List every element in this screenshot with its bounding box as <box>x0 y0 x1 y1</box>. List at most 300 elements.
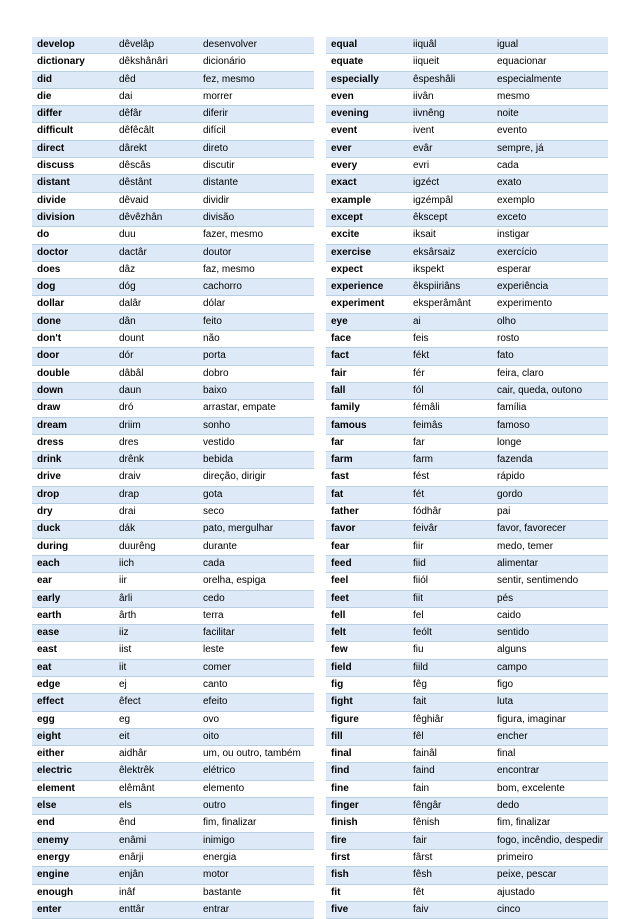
pronunciation: dák <box>114 521 198 538</box>
english-word: die <box>32 88 114 105</box>
translation: não <box>198 331 314 348</box>
english-word: differ <box>32 106 114 123</box>
table-row <box>32 659 314 676</box>
translation: canto <box>198 676 314 693</box>
table-row <box>32 642 314 659</box>
translation: cada <box>198 555 314 572</box>
pronunciation: farm <box>408 452 492 469</box>
translation: encontrar <box>492 763 608 780</box>
pronunciation: dactâr <box>114 244 198 261</box>
english-word: excite <box>326 227 408 244</box>
pronunciation: feis <box>408 331 492 348</box>
translation: exceto <box>492 209 608 226</box>
pronunciation: iivân <box>408 88 492 105</box>
table-row <box>326 71 608 88</box>
table-row <box>32 417 314 434</box>
english-word: dictionary <box>32 54 114 71</box>
pronunciation: fér <box>408 365 492 382</box>
translation: dicionário <box>198 54 314 71</box>
pronunciation: dró <box>114 400 198 417</box>
table-row <box>32 832 314 849</box>
english-word: few <box>326 642 408 659</box>
english-word: direct <box>32 140 114 157</box>
table-row <box>326 884 608 901</box>
pronunciation: iit <box>114 659 198 676</box>
translation: favor, favorecer <box>492 521 608 538</box>
pronunciation: fait <box>408 694 492 711</box>
english-word: face <box>326 331 408 348</box>
table-row <box>32 901 314 918</box>
table-row <box>32 573 314 590</box>
translation: pés <box>492 590 608 607</box>
english-word: electric <box>32 763 114 780</box>
table-row <box>326 88 608 105</box>
english-word: discuss <box>32 158 114 175</box>
english-word: fact <box>326 348 408 365</box>
pronunciation: driim <box>114 417 198 434</box>
pronunciation: fiit <box>408 590 492 607</box>
pronunciation: feimâs <box>408 417 492 434</box>
table-row <box>32 625 314 642</box>
translation: olho <box>492 313 608 330</box>
table-row <box>32 555 314 572</box>
pronunciation: feivâr <box>408 521 492 538</box>
pronunciation: êspeshâli <box>408 71 492 88</box>
english-word: egg <box>32 711 114 728</box>
translation: cachorro <box>198 279 314 296</box>
pronunciation: fiid <box>408 555 492 572</box>
english-word: ease <box>32 625 114 642</box>
table-row <box>326 798 608 815</box>
pronunciation: ivent <box>408 123 492 140</box>
table-row <box>32 382 314 399</box>
english-word: fish <box>326 867 408 884</box>
table-row <box>326 227 608 244</box>
table-row <box>326 123 608 140</box>
translation: medo, temer <box>492 538 608 555</box>
translation: fazer, mesmo <box>198 227 314 244</box>
table-row <box>326 313 608 330</box>
table-row <box>326 106 608 123</box>
table-row <box>326 555 608 572</box>
pronunciation: igzéct <box>408 175 492 192</box>
table-row <box>326 642 608 659</box>
pronunciation: êkspiiriâns <box>408 279 492 296</box>
english-word: element <box>32 780 114 797</box>
pronunciation: draiv <box>114 469 198 486</box>
table-row <box>32 54 314 71</box>
table-row <box>32 434 314 451</box>
pronunciation: êlektrêk <box>114 763 198 780</box>
translation: exato <box>492 175 608 192</box>
pronunciation: fêghiâr <box>408 711 492 728</box>
pronunciation: fiu <box>408 642 492 659</box>
pronunciation: fainâl <box>408 746 492 763</box>
pronunciation: iiquâl <box>408 37 492 54</box>
english-word: fear <box>326 538 408 555</box>
table-row <box>32 780 314 797</box>
table-row <box>326 279 608 296</box>
english-word: experiment <box>326 296 408 313</box>
english-word: dry <box>32 504 114 521</box>
table-row <box>326 607 608 624</box>
table-row <box>326 244 608 261</box>
table-row <box>32 884 314 901</box>
pronunciation: enttâr <box>114 901 198 918</box>
english-word: feet <box>326 590 408 607</box>
pronunciation: evâr <box>408 140 492 157</box>
table-row <box>32 798 314 815</box>
pronunciation: dêscâs <box>114 158 198 175</box>
translation: gordo <box>492 486 608 503</box>
pronunciation: enâmi <box>114 832 198 849</box>
table-row <box>32 607 314 624</box>
pronunciation: fain <box>408 780 492 797</box>
translation: comer <box>198 659 314 676</box>
english-word: fast <box>326 469 408 486</box>
translation: dólar <box>198 296 314 313</box>
english-word: eight <box>32 728 114 745</box>
english-word: done <box>32 313 114 330</box>
pronunciation: iich <box>114 555 198 572</box>
pronunciation: evri <box>408 158 492 175</box>
pronunciation: fair <box>408 832 492 849</box>
translation: família <box>492 400 608 417</box>
pronunciation: dór <box>114 348 198 365</box>
english-word: drop <box>32 486 114 503</box>
translation: dobro <box>198 365 314 382</box>
pronunciation: inâf <box>114 884 198 901</box>
pronunciation: iiz <box>114 625 198 642</box>
translation: elétrico <box>198 763 314 780</box>
english-word: expect <box>326 261 408 278</box>
pronunciation: aidhâr <box>114 746 198 763</box>
translation: rápido <box>492 469 608 486</box>
pronunciation: fékt <box>408 348 492 365</box>
translation: pai <box>492 504 608 521</box>
english-word: even <box>326 88 408 105</box>
table-row <box>32 106 314 123</box>
translation: divisão <box>198 209 314 226</box>
translation: cedo <box>198 590 314 607</box>
table-row <box>32 504 314 521</box>
translation: exercício <box>492 244 608 261</box>
table-row <box>326 625 608 642</box>
translation: campo <box>492 659 608 676</box>
table-row <box>32 538 314 555</box>
pronunciation: dêvelâp <box>114 37 198 54</box>
translation: entrar <box>198 901 314 918</box>
english-word: father <box>326 504 408 521</box>
pronunciation: dêfâr <box>114 106 198 123</box>
pronunciation: ikspekt <box>408 261 492 278</box>
table-row <box>32 469 314 486</box>
pronunciation: êfect <box>114 694 198 711</box>
table-row <box>326 175 608 192</box>
table-row <box>326 728 608 745</box>
english-word: ear <box>32 573 114 590</box>
pronunciation: fól <box>408 382 492 399</box>
table-row <box>32 331 314 348</box>
translation: ovo <box>198 711 314 728</box>
english-word: earth <box>32 607 114 624</box>
english-word: eye <box>326 313 408 330</box>
table-row <box>32 313 314 330</box>
english-word: finish <box>326 815 408 832</box>
table-row <box>32 728 314 745</box>
pronunciation: dêd <box>114 71 198 88</box>
pronunciation: fést <box>408 469 492 486</box>
translation: noite <box>492 106 608 123</box>
pronunciation: ênd <box>114 815 198 832</box>
table-row <box>326 676 608 693</box>
english-word: doctor <box>32 244 114 261</box>
english-word: fell <box>326 607 408 624</box>
english-word: effect <box>32 694 114 711</box>
translation: pato, mergulhar <box>198 521 314 538</box>
table-row <box>32 746 314 763</box>
table-row <box>326 140 608 157</box>
english-word: dollar <box>32 296 114 313</box>
translation: figura, imaginar <box>492 711 608 728</box>
english-word: distant <box>32 175 114 192</box>
translation: oito <box>198 728 314 745</box>
table-row <box>326 573 608 590</box>
table-row <box>32 158 314 175</box>
pronunciation: fiiól <box>408 573 492 590</box>
english-word: down <box>32 382 114 399</box>
english-word: fight <box>326 694 408 711</box>
table-row <box>32 71 314 88</box>
translation: cair, queda, outono <box>492 382 608 399</box>
translation: famoso <box>492 417 608 434</box>
pronunciation: fârst <box>408 849 492 866</box>
table-row <box>326 780 608 797</box>
vocabulary-page <box>32 37 608 919</box>
translation: efeito <box>198 694 314 711</box>
english-word: division <box>32 209 114 226</box>
english-word: fig <box>326 676 408 693</box>
pronunciation: duurêng <box>114 538 198 555</box>
table-row <box>32 192 314 209</box>
translation: peixe, pescar <box>492 867 608 884</box>
table-row <box>326 469 608 486</box>
table-row <box>32 348 314 365</box>
translation: encher <box>492 728 608 745</box>
english-word: dream <box>32 417 114 434</box>
table-row <box>326 382 608 399</box>
translation: cinco <box>492 901 608 918</box>
english-word: fine <box>326 780 408 797</box>
pronunciation: dêvêzhân <box>114 209 198 226</box>
translation: evento <box>492 123 608 140</box>
translation: sentido <box>492 625 608 642</box>
english-word: drive <box>32 469 114 486</box>
english-word: either <box>32 746 114 763</box>
table-row <box>32 590 314 607</box>
translation: fim, finalizar <box>492 815 608 832</box>
table-row <box>32 694 314 711</box>
english-word: enemy <box>32 832 114 849</box>
english-word: final <box>326 746 408 763</box>
english-word: evening <box>326 106 408 123</box>
translation: durante <box>198 538 314 555</box>
table-row <box>32 227 314 244</box>
pronunciation: duu <box>114 227 198 244</box>
table-row <box>32 296 314 313</box>
translation: fazenda <box>492 452 608 469</box>
english-word: did <box>32 71 114 88</box>
translation: facilitar <box>198 625 314 642</box>
translation: fato <box>492 348 608 365</box>
english-word: duck <box>32 521 114 538</box>
pronunciation: fêsh <box>408 867 492 884</box>
pronunciation: far <box>408 434 492 451</box>
english-word: end <box>32 815 114 832</box>
english-word: except <box>326 209 408 226</box>
english-word: exercise <box>326 244 408 261</box>
translation: arrastar, empate <box>198 400 314 417</box>
table-row <box>32 867 314 884</box>
english-word: engine <box>32 867 114 884</box>
english-word: far <box>326 434 408 451</box>
english-word: during <box>32 538 114 555</box>
table-row <box>32 815 314 832</box>
english-word: divide <box>32 192 114 209</box>
pronunciation: dres <box>114 434 198 451</box>
translation: igual <box>492 37 608 54</box>
pronunciation: fêl <box>408 728 492 745</box>
english-word: feed <box>326 555 408 572</box>
pronunciation: eg <box>114 711 198 728</box>
table-row <box>326 417 608 434</box>
english-word: draw <box>32 400 114 417</box>
pronunciation: dêvaid <box>114 192 198 209</box>
english-word: fair <box>326 365 408 382</box>
table-row <box>32 676 314 693</box>
english-word: feel <box>326 573 408 590</box>
translation: terra <box>198 607 314 624</box>
pronunciation: iist <box>114 642 198 659</box>
translation: direto <box>198 140 314 157</box>
table-row <box>32 521 314 538</box>
english-word: double <box>32 365 114 382</box>
table-row <box>32 849 314 866</box>
translation: figo <box>492 676 608 693</box>
english-word: felt <box>326 625 408 642</box>
pronunciation: eksperâmânt <box>408 296 492 313</box>
translation: experimento <box>492 296 608 313</box>
pronunciation: fét <box>408 486 492 503</box>
table-row <box>326 192 608 209</box>
english-word: door <box>32 348 114 365</box>
pronunciation: dârekt <box>114 140 198 157</box>
table-row <box>32 711 314 728</box>
translation: um, ou outro, também <box>198 746 314 763</box>
table-row <box>326 590 608 607</box>
pronunciation: ai <box>408 313 492 330</box>
english-word: first <box>326 849 408 866</box>
translation: alimentar <box>492 555 608 572</box>
translation: feito <box>198 313 314 330</box>
translation: outro <box>198 798 314 815</box>
translation: inimigo <box>198 832 314 849</box>
table-row <box>32 209 314 226</box>
translation: fez, mesmo <box>198 71 314 88</box>
translation: distante <box>198 175 314 192</box>
translation: leste <box>198 642 314 659</box>
table-row <box>326 54 608 71</box>
table-row <box>326 711 608 728</box>
table-row <box>326 434 608 451</box>
table-row <box>326 452 608 469</box>
english-word: every <box>326 158 408 175</box>
english-word: fall <box>326 382 408 399</box>
english-word: fat <box>326 486 408 503</box>
english-word: experience <box>326 279 408 296</box>
table-row <box>32 763 314 780</box>
english-word: farm <box>326 452 408 469</box>
pronunciation: dalâr <box>114 296 198 313</box>
table-row <box>326 348 608 365</box>
translation: esperar <box>492 261 608 278</box>
pronunciation: igzémpâl <box>408 192 492 209</box>
table-row <box>32 452 314 469</box>
translation: baixo <box>198 382 314 399</box>
pronunciation: dâz <box>114 261 198 278</box>
pronunciation: fiild <box>408 659 492 676</box>
english-word: fire <box>326 832 408 849</box>
table-row <box>326 901 608 918</box>
translation: feira, claro <box>492 365 608 382</box>
table-row <box>326 659 608 676</box>
translation: fim, finalizar <box>198 815 314 832</box>
translation: alguns <box>492 642 608 659</box>
translation: difícil <box>198 123 314 140</box>
table-row <box>326 746 608 763</box>
translation: porta <box>198 348 314 365</box>
translation: equacionar <box>492 54 608 71</box>
pronunciation: fiir <box>408 538 492 555</box>
english-word: else <box>32 798 114 815</box>
pronunciation: fémâli <box>408 400 492 417</box>
english-word: don't <box>32 331 114 348</box>
translation: bebida <box>198 452 314 469</box>
table-row <box>326 209 608 226</box>
translation: sonho <box>198 417 314 434</box>
translation: energia <box>198 849 314 866</box>
table-row <box>32 88 314 105</box>
translation: bastante <box>198 884 314 901</box>
pronunciation: dêfêcâlt <box>114 123 198 140</box>
english-word: drink <box>32 452 114 469</box>
translation: instigar <box>492 227 608 244</box>
pronunciation: eksârsaiz <box>408 244 492 261</box>
pronunciation: iiqueit <box>408 54 492 71</box>
english-word: exact <box>326 175 408 192</box>
translation: longe <box>492 434 608 451</box>
english-word: event <box>326 123 408 140</box>
translation: morrer <box>198 88 314 105</box>
pronunciation: feólt <box>408 625 492 642</box>
english-word: energy <box>32 849 114 866</box>
pronunciation: fêg <box>408 676 492 693</box>
translation: motor <box>198 867 314 884</box>
translation: especialmente <box>492 71 608 88</box>
table-row <box>32 140 314 157</box>
table-row <box>326 815 608 832</box>
pronunciation: fêt <box>408 884 492 901</box>
